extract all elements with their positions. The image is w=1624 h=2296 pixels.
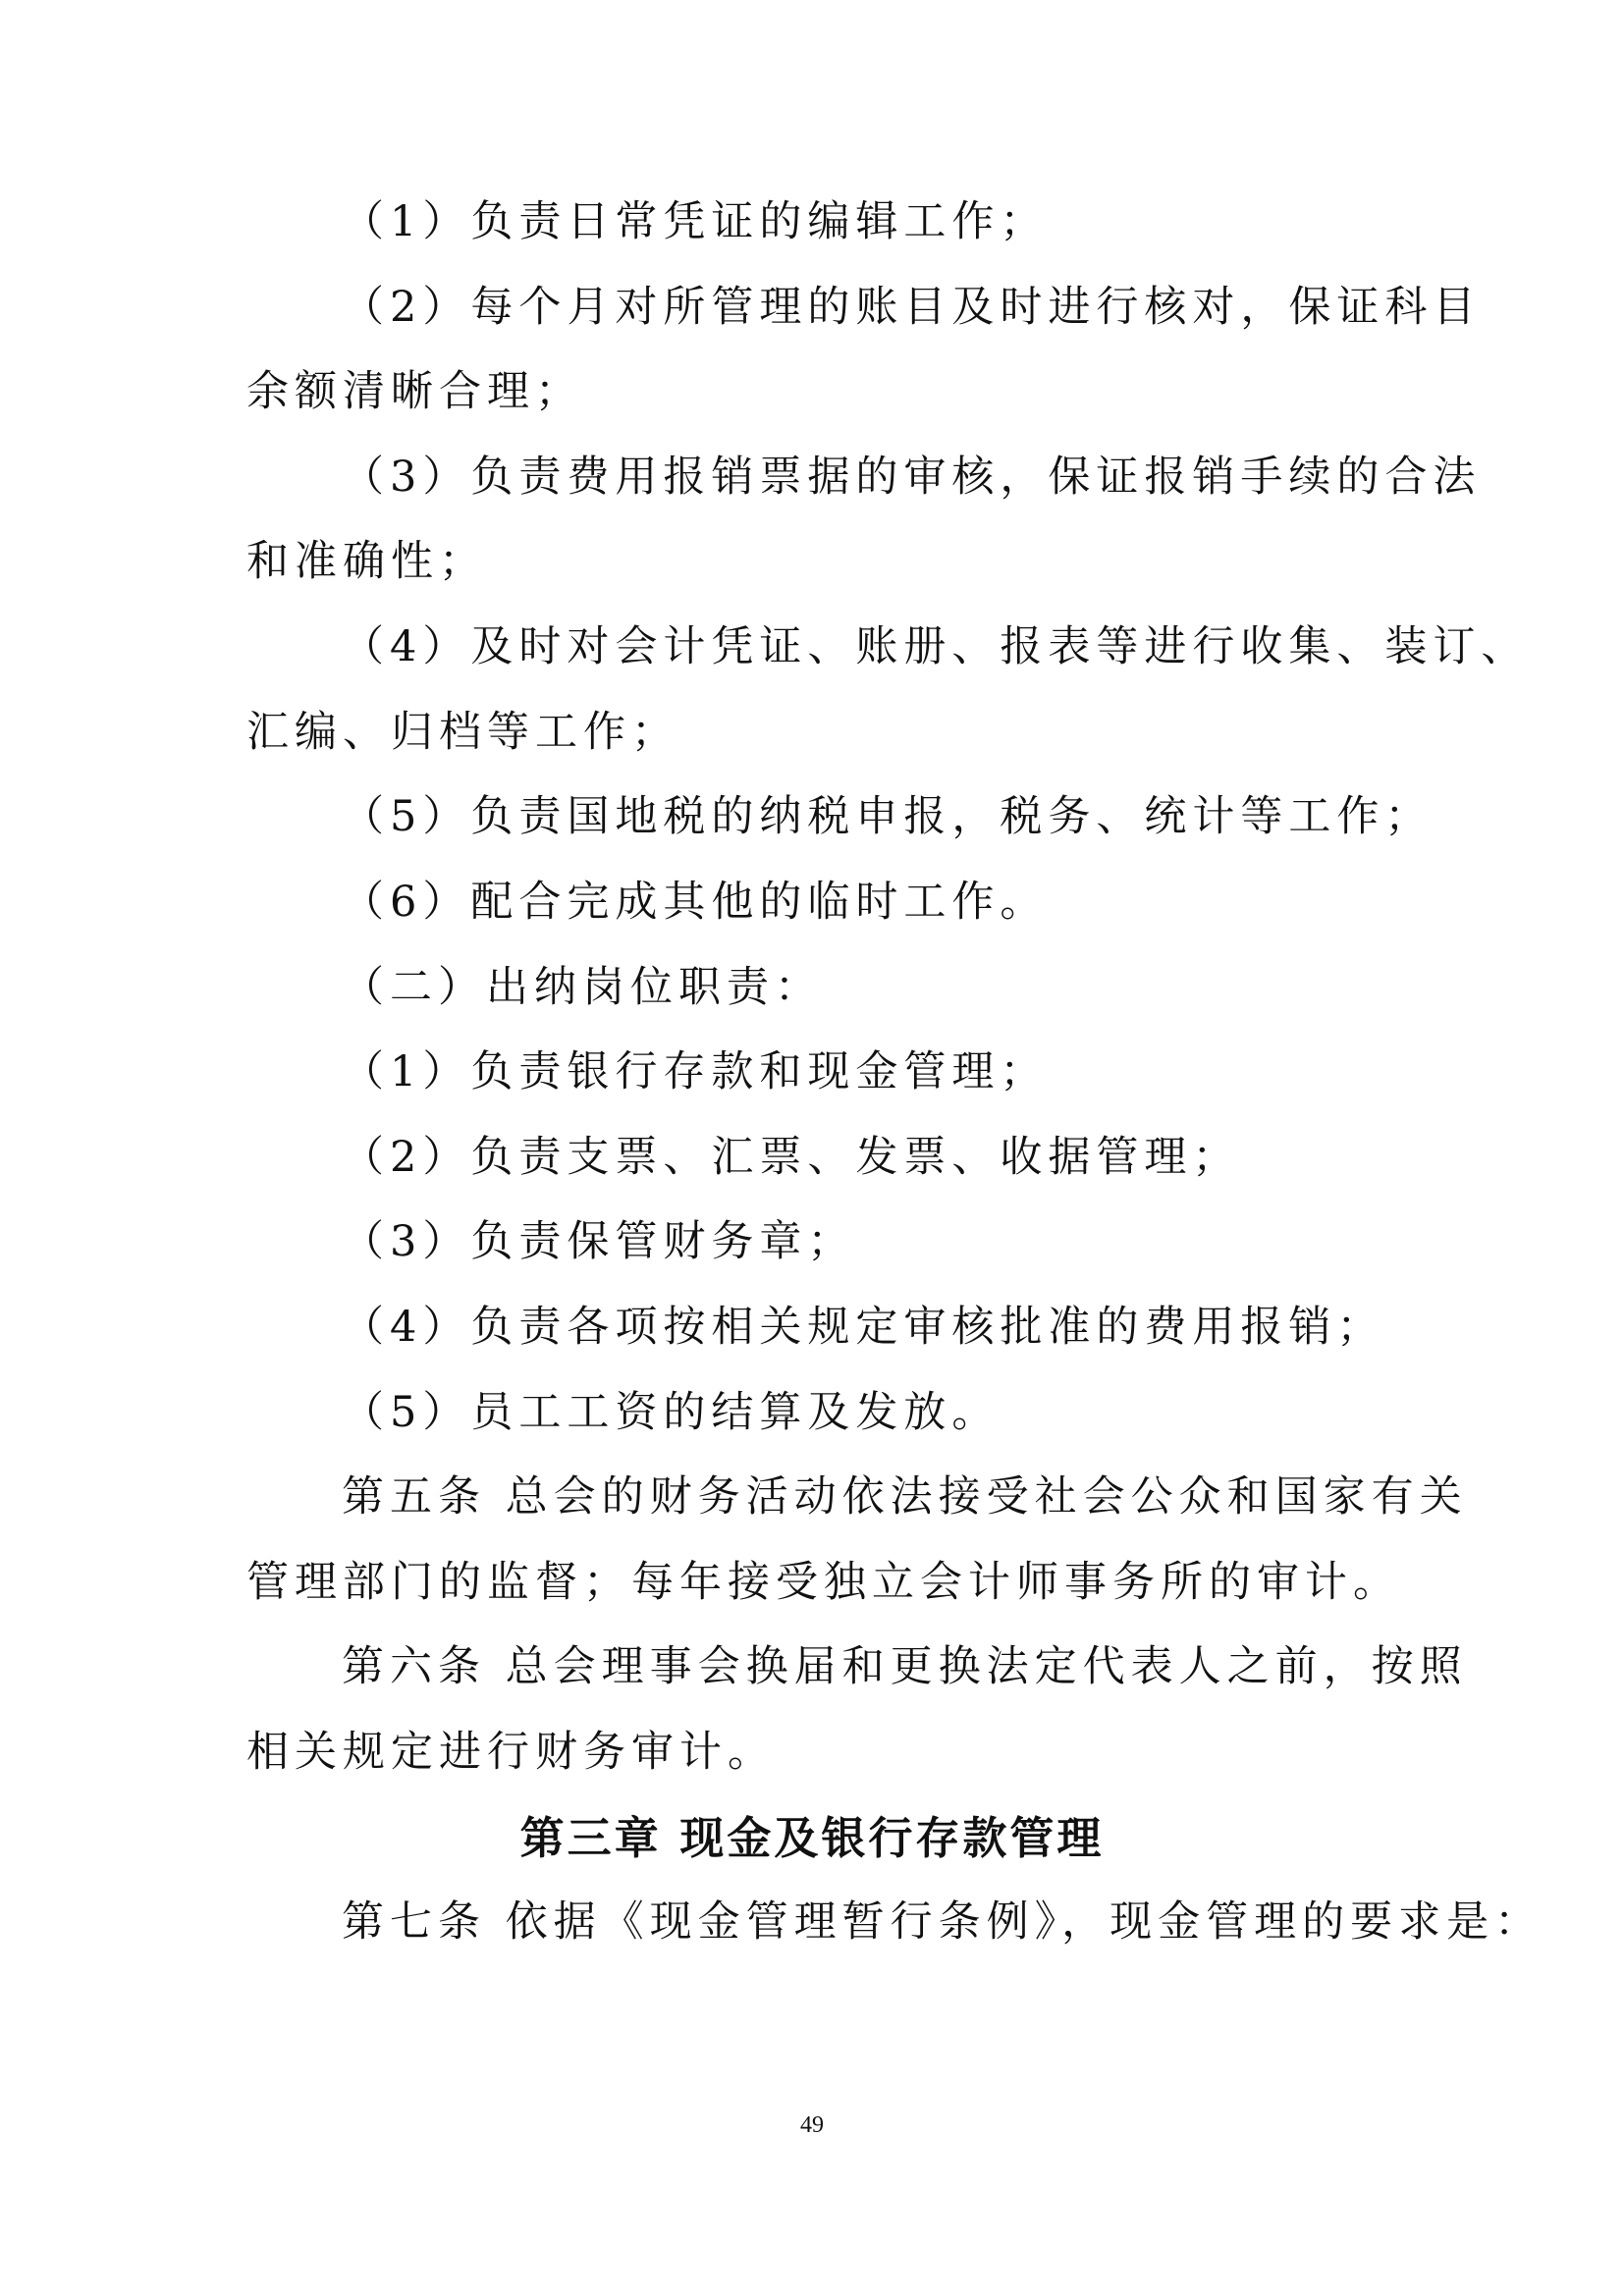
page-number: 49 [800,2112,824,2138]
paragraph-line: （4）负责各项按相关规定审核批准的费用报销； [342,1303,1385,1352]
paragraph-line: 余额清晰合理； [246,367,583,416]
paragraph-line: （3）负责费用报销票据的审核，保证报销手续的合法 [342,453,1482,502]
article-six-line: 相关规定进行财务审计。 [246,1728,776,1777]
paragraph-line: （2）每个月对所管理的账目及时进行核对，保证科目 [342,283,1482,332]
paragraph-line: （1）负责银行存款和现金管理； [342,1047,1049,1096]
paragraph-line: （2）负责支票、汇票、发票、收据管理； [342,1133,1241,1182]
article-five-line: 管理部门的监督；每年接受独立会计师事务所的审计。 [246,1558,1401,1607]
paragraph-line: （1）负责日常凭证的编辑工作； [342,197,1049,246]
paragraph-line: 汇编、归档等工作； [246,708,679,757]
article-six-line: 第六条 总会理事会换届和更换法定代表人之前，按照 [342,1642,1468,1691]
paragraph-line: 和准确性； [246,537,487,586]
article-five-line: 第五条 总会的财务活动依法接受社会公众和国家有关 [342,1472,1468,1522]
paragraph-line: （5）员工工资的结算及发放。 [342,1388,1001,1437]
section-heading: （二）出纳岗位职责： [342,963,823,1012]
chapter-heading: 第三章 现金及银行存款管理 [519,1812,1105,1864]
paragraph-line: （3）负责保管财务章； [342,1217,856,1266]
paragraph-line: （6）配合完成其他的临时工作。 [342,878,1049,927]
paragraph-line: （4）及时对会计凭证、账册、报表等进行收集、装订、 [342,622,1530,671]
article-seven-line: 第七条 依据《现金管理暂行条例》，现金管理的要求是： [342,1897,1543,1947]
paragraph-line: （5）负责国地税的纳税申报，税务、统计等工作； [342,792,1434,841]
